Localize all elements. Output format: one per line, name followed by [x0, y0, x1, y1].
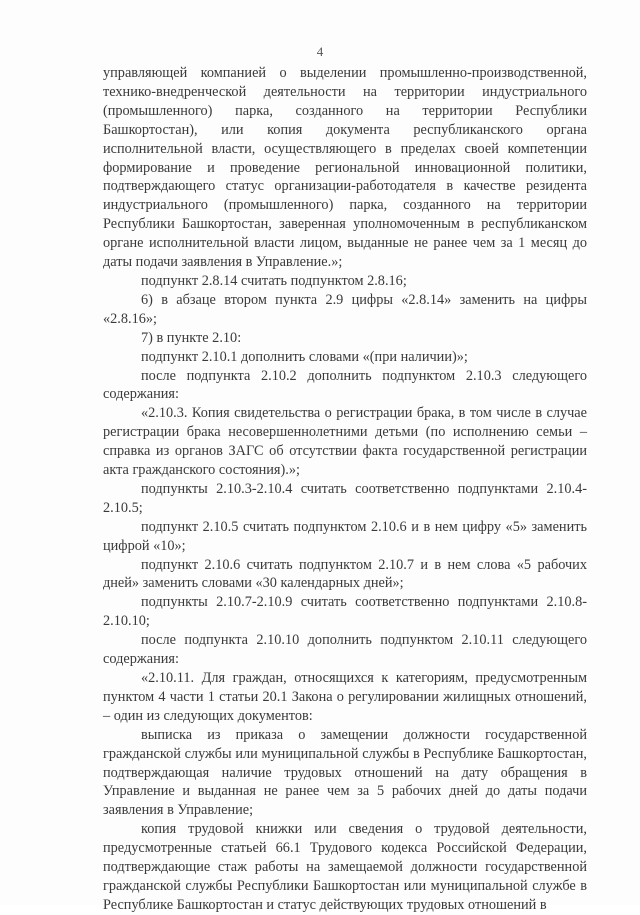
paragraph: подпункты 2.10.7-2.10.9 считать соответственно подпунктами 2.10.8-2.10.10; — [103, 594, 587, 630]
paragraph: подпункт 2.10.5 считать подпунктом 2.10.6 и в нем цифру «5» заменить цифрой «10»; — [103, 518, 587, 554]
paragraph: подпункт 2.10.6 считать подпунктом 2.10.7 и в нем слова «5 рабочих дней» заменить словами «30 календарных дней»; — [103, 556, 587, 592]
paragraph: после подпункта 2.10.2 дополнить подпунктом 2.10.3 следующего содержания: — [103, 367, 587, 403]
paragraph: после подпункта 2.10.10 дополнить подпунктом 2.10.11 следующего содержания: — [103, 632, 587, 668]
paragraph: подпункт 2.10.1 дополнить словами «(при наличии)»; — [141, 348, 468, 365]
paragraph: выписка из приказа о замещении должности государственной гражданской службы или муниципальной службы в Республике Башкортостан, подтверждающая наличие трудовых отношений на дату обращения в Управление и выданная не ранее чем за 5 рабочих дней до даты подачи заявления в Управление; — [103, 726, 587, 819]
page-number: 4 — [316, 44, 324, 59]
paragraph: 7) в пункте 2.10: — [141, 329, 242, 346]
document-body — [103, 64, 587, 915]
paragraph: «2.10.11. Для граждан, относящихся к категориям, предусмотренным пунктом 4 части 1 статьи 20.1 Закона о регулировании жилищных отношений, – один из следующих документов: — [103, 670, 587, 724]
paragraph: управляющей компанией о выделении промышленно-производственной, технико-внедренческой деятельности на территории индустриального (промышленного) парка, созданного на территории Республики Башкортостан), или копия документа республиканского органа исполнительной власти, осуществляющего в пределах своей компетенции формирование и проведение региональной инновационной политики, подтверждающего статус организации-работодателя в качестве резидента индустриального (промышленного) парка, созданного на территории Республики Башкортостан, заверенная уполномоченным в республиканском органе исполнительной власти лицом, выданные не ранее чем за 1 месяц до даты подачи заявления в Управление.»; — [103, 65, 587, 271]
paragraph: 6) в абзаце втором пункта 2.9 цифры «2.8.14» заменить на цифры «2.8.16»; — [103, 291, 587, 327]
paragraph: подпункты 2.10.3-2.10.4 считать соответственно подпунктами 2.10.4-2.10.5; — [103, 480, 587, 516]
paragraph: подпункт 2.8.14 считать подпунктом 2.8.16; — [141, 272, 407, 289]
paragraph: копия трудовой книжки или сведения о трудовой деятельности, предусмотренные статьей 66.1 Трудового кодекса Российской Федерации, подтверждающие стаж работы на замещаемой должности государственной гражданской службы Республики Башкортостан или муниципальной службе в Республике Башкортостан и статус действующих трудовых отношений в — [103, 821, 587, 913]
paragraph: «2.10.3. Копия свидетельства о регистрации брака, в том числе в случае регистрации брака несовершеннолетними детьми (по исполнению семьи – справка из органов ЗАГС об отсутствии факта государственной регистрации акта гражданского состояния).»; — [103, 405, 587, 479]
